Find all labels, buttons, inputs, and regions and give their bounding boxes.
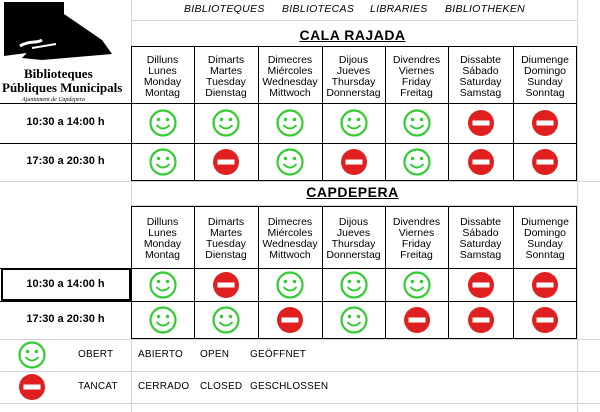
smiley-open-icon (275, 108, 305, 138)
day-name: Donnerstag (326, 249, 381, 261)
day-name: Dilluns (146, 53, 179, 66)
languages-row (132, 3, 577, 19)
day-header (195, 55, 257, 99)
day-name: Samstag (459, 86, 502, 99)
day-name: Divendres (392, 216, 441, 228)
day-header (132, 55, 194, 99)
language-label: BIBLIOTEQUES (184, 3, 265, 15)
day-header (450, 55, 512, 99)
day-name: Viernes (398, 227, 435, 239)
smiley-open-icon (17, 340, 47, 370)
day-name: Donnerstag (326, 86, 381, 99)
smiley-open-icon (148, 108, 178, 138)
day-name: Dimecres (267, 216, 313, 228)
day-name: Tuesday (206, 75, 246, 88)
day-name: Dilluns (146, 216, 179, 228)
no-entry-closed-icon (530, 147, 560, 177)
no-entry-closed-icon (530, 270, 560, 300)
legend-label: TANCAT (78, 381, 118, 392)
section-title-cala-rajada: CALA RAJADA (299, 27, 406, 43)
day-name: Diumenge (521, 53, 569, 66)
day-name: Dimarts (207, 53, 245, 66)
day-name: Friday (401, 238, 432, 250)
time-slot-label: 10:30 a 14:00 h (26, 277, 105, 290)
day-name: Sunday (527, 238, 563, 250)
day-name: Mittwoch (269, 249, 311, 261)
no-entry-closed-icon (466, 108, 496, 138)
day-header (386, 217, 448, 261)
day-name: Monday (143, 238, 182, 250)
section-title-capdepera: CAPDEPERA (306, 184, 399, 200)
language-label: LIBRARIES (370, 3, 428, 15)
day-name: Domingo (523, 227, 567, 239)
no-entry-closed-icon (275, 305, 305, 335)
row-divider (0, 301, 577, 302)
day-name: Sábado (462, 64, 499, 77)
no-entry-closed-icon (17, 372, 47, 402)
day-header (386, 55, 448, 99)
logo-title: Biblioteques (24, 66, 93, 81)
legend-label: GESCHLOSSEN (250, 381, 329, 392)
smiley-open-icon (402, 147, 432, 177)
day-name: Dijous (338, 216, 369, 228)
language-label: BIBLIOTHEKEN (445, 3, 526, 15)
day-name: Viernes (398, 64, 435, 77)
legend-label: CLOSED (200, 381, 243, 392)
day-name: Martes (209, 227, 243, 239)
no-entry-closed-icon (466, 270, 496, 300)
day-header (195, 217, 257, 261)
day-name: Thursday (331, 75, 376, 88)
day-name: Saturday (459, 75, 502, 88)
day-name: Miércoles (267, 64, 313, 77)
day-header (514, 217, 576, 261)
day-name: Saturday (459, 238, 502, 250)
day-name: Dimarts (207, 216, 245, 228)
row-divider (0, 103, 577, 104)
time-slot-label: 17:30 a 20:30 h (26, 313, 105, 325)
smiley-open-icon (339, 305, 369, 335)
day-header (450, 217, 512, 261)
smiley-open-icon (148, 305, 178, 335)
book-icon (2, 0, 128, 64)
time-slot-label: 17:30 a 20:30 h (26, 155, 105, 167)
day-name: Sábado (462, 227, 499, 239)
day-name: Lunes (148, 64, 177, 77)
grid-line (131, 20, 577, 21)
day-header (323, 55, 385, 99)
day-name: Montag (144, 249, 181, 261)
smiley-open-icon (339, 270, 369, 300)
legend-label: CERRADO (138, 381, 190, 392)
legend-label: ABIERTO (138, 349, 183, 360)
time-slot-label: 10:30 a 14:00 h (26, 116, 105, 128)
day-name: Lunes (148, 227, 177, 239)
language-label: BIBLIOTECAS (282, 3, 355, 15)
no-entry-closed-icon (530, 108, 560, 138)
day-header (323, 217, 385, 261)
day-header (132, 217, 194, 261)
smiley-open-icon (148, 147, 178, 177)
smiley-open-icon (211, 305, 241, 335)
day-name: Domingo (523, 64, 567, 77)
day-name: Thursday (331, 238, 376, 250)
day-name: Miércoles (267, 227, 313, 239)
day-name: Friday (401, 75, 432, 88)
legend-label: OBERT (78, 349, 114, 360)
day-name: Freitag (400, 86, 433, 99)
smiley-open-icon (275, 270, 305, 300)
day-name: Samstag (459, 249, 502, 261)
legend-label: GEÖFFNET (250, 349, 307, 360)
grid-line (0, 403, 600, 404)
day-name: Martes (209, 64, 243, 77)
no-entry-closed-icon (466, 305, 496, 335)
grid-line (0, 339, 600, 340)
day-name: Tuesday (206, 238, 246, 250)
no-entry-closed-icon (466, 147, 496, 177)
day-name: Jueves (336, 227, 371, 239)
day-name: Sunday (527, 75, 563, 88)
day-name: Wednesday (262, 75, 318, 88)
day-name: Dienstag (205, 86, 247, 99)
no-entry-closed-icon (211, 147, 241, 177)
grid-line (0, 371, 600, 372)
logo-caption: Ajuntament de Capdepera (22, 97, 85, 103)
smiley-open-icon (275, 147, 305, 177)
no-entry-closed-icon (530, 305, 560, 335)
day-name: Sonntag (525, 86, 565, 99)
smiley-open-icon (211, 108, 241, 138)
day-name: Dissabte (460, 216, 501, 228)
grid-line (577, 0, 578, 412)
no-entry-closed-icon (339, 147, 369, 177)
day-name: Montag (144, 86, 181, 99)
day-header (259, 217, 321, 261)
no-entry-closed-icon (211, 270, 241, 300)
day-name: Divendres (392, 53, 441, 66)
row-divider (0, 143, 577, 144)
day-header (259, 55, 321, 99)
legend-label: OPEN (200, 349, 230, 360)
smiley-open-icon (148, 270, 178, 300)
day-name: Monday (143, 75, 182, 88)
day-header (514, 55, 576, 99)
day-name: Jueves (336, 64, 371, 77)
day-name: Freitag (400, 249, 433, 261)
smiley-open-icon (402, 270, 432, 300)
day-name: Dienstag (205, 249, 247, 261)
no-entry-closed-icon (402, 305, 432, 335)
smiley-open-icon (402, 108, 432, 138)
day-name: Mittwoch (269, 86, 311, 99)
day-name: Diumenge (521, 216, 569, 228)
smiley-open-icon (339, 108, 369, 138)
day-name: Dijous (338, 53, 369, 66)
day-name: Dissabte (460, 53, 501, 66)
grid-line (0, 181, 600, 182)
logo-subtitle: Públiques Municipals (2, 80, 123, 95)
day-name: Sonntag (525, 249, 565, 261)
day-name: Wednesday (262, 238, 318, 250)
day-name: Dimecres (267, 53, 313, 66)
